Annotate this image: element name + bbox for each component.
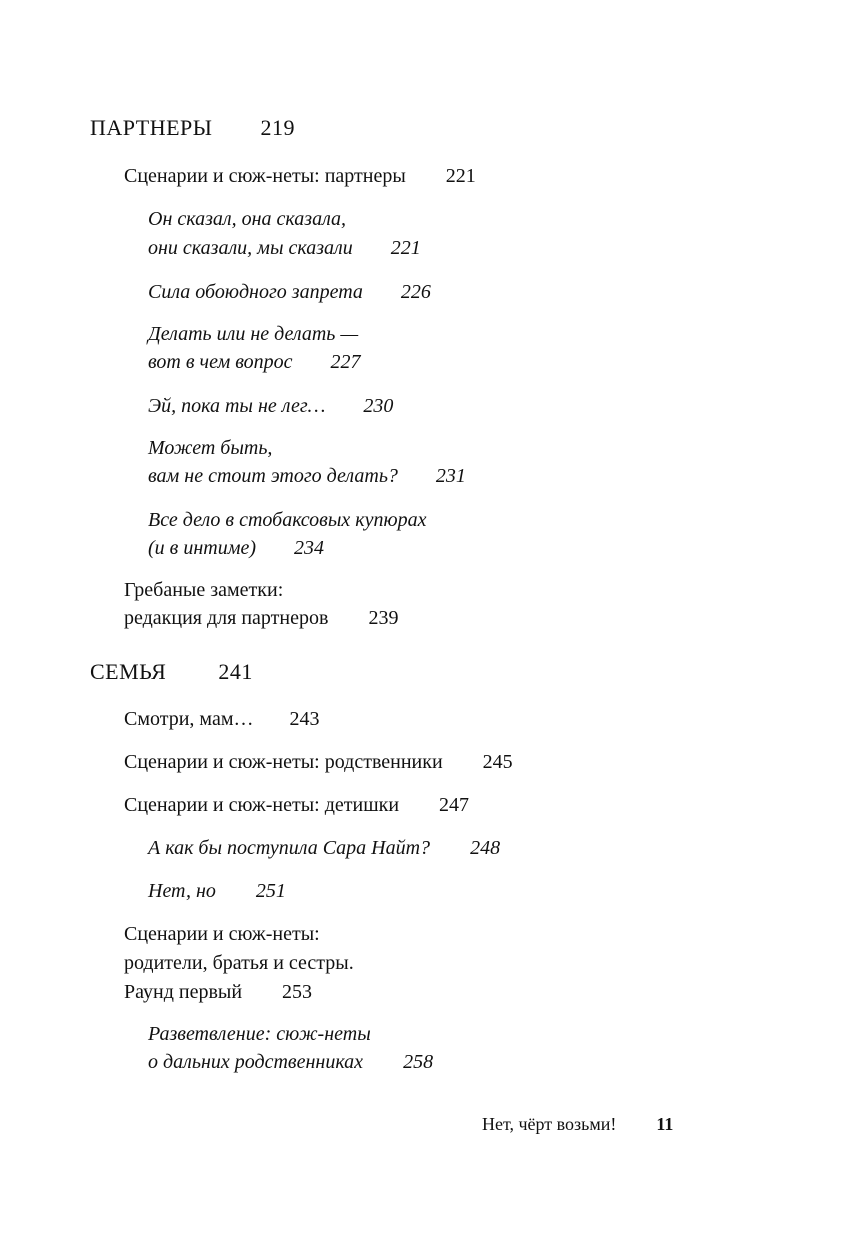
running-footer [482, 1112, 673, 1136]
toc-page-number: 227 [330, 351, 361, 373]
toc-entry-scenarios-kids [124, 791, 469, 819]
toc-subentry-mutual-ban [148, 278, 431, 306]
toc-entry-title: вот в чем вопрос [148, 351, 293, 373]
toc-entry-title: Раунд первый [124, 981, 243, 1003]
toc-entry-title: Разветвление: сюж-неты [148, 1023, 371, 1045]
toc-page-number: 239 [368, 607, 399, 629]
toc-subentry-maybe-line2 [148, 462, 466, 490]
toc-entry-title: Гребаные заметки: [124, 579, 284, 601]
toc-page-number: 234 [294, 537, 325, 559]
toc-entry-title: Смотри, мам… [124, 708, 254, 730]
toc-section-family [90, 658, 253, 686]
toc-subentry-no-but [148, 877, 286, 905]
toc-entry-title: Делать или не делать — [148, 323, 359, 345]
toc-page-number: 226 [400, 281, 431, 303]
toc-entry-title: Может быть, [148, 437, 273, 459]
toc-entry-parents-line3 [124, 978, 312, 1006]
toc-entry-title: (и в интиме) [148, 537, 257, 559]
toc-entry-title: Сила обоюдного запрета [148, 281, 363, 303]
toc-page-number: 258 [403, 1051, 434, 1073]
toc-entry-title: А как бы поступила Сара Найт? [148, 837, 431, 859]
toc-subentry-hey-before [148, 392, 393, 420]
toc-entry-title: Сценарии и сюж-неты: [124, 923, 320, 945]
toc-page-number: 243 [289, 708, 320, 730]
toc-entry-scenarios-partners [124, 162, 476, 190]
toc-page-number: 247 [439, 794, 470, 816]
folio-page-number: 11 [656, 1114, 674, 1134]
toc-subentry-sarah-knight [148, 834, 500, 862]
toc-page-number: 231 [435, 465, 466, 487]
toc-page-number: 219 [260, 115, 295, 140]
toc-entry-look-mom [124, 705, 319, 733]
toc-subentry-he-said-line2 [148, 234, 421, 262]
toc-page-number: 241 [218, 659, 253, 684]
toc-subentry-to-do-line2 [148, 348, 361, 376]
toc-entry-parents-line1 [124, 920, 320, 948]
toc-subentry-branch-line1 [148, 1020, 371, 1048]
toc-section-title: ПАРТНЕРЫ [90, 115, 213, 140]
toc-subentry-bills-line1 [148, 506, 427, 534]
toc-section-title: СЕМЬЯ [90, 659, 167, 684]
toc-subentry-to-do-line1 [148, 320, 358, 348]
toc-entry-title: Сценарии и сюж-неты: детишки [124, 794, 400, 816]
toc-page-number: 230 [363, 395, 394, 417]
toc-page-number: 245 [482, 751, 513, 773]
toc-entry-title: они сказали, мы сказали [148, 237, 353, 259]
toc-entry-title: Сценарии и сюж-неты: партнеры [124, 165, 406, 187]
toc-page-number: 248 [470, 837, 501, 859]
toc-page-number: 221 [445, 165, 476, 187]
toc-entry-title: Нет, но [148, 880, 216, 902]
toc-entry-title: родители, братья и сестры. [124, 952, 354, 974]
toc-subentry-bills-line2 [148, 534, 324, 562]
toc-subentry-maybe-line1 [148, 434, 272, 462]
toc-entry-parents-line2 [124, 949, 354, 977]
toc-entry-title: Сценарии и сюж-неты: родственники [124, 751, 443, 773]
toc-subentry-he-said-line1 [148, 205, 346, 233]
toc-entry-notes-line1 [124, 576, 283, 604]
toc-entry-title: о дальних родственниках [148, 1051, 364, 1073]
toc-entry-scenarios-relatives [124, 748, 513, 776]
toc-entry-title: Эй, пока ты не лег… [148, 395, 326, 417]
toc-entry-notes-line2 [124, 604, 398, 632]
toc-subentry-branch-line2 [148, 1048, 433, 1076]
toc-section-partners [90, 114, 295, 142]
toc-entry-title: Все дело в стобаксовых купюрах [148, 509, 427, 531]
toc-entry-title: вам не стоит этого делать? [148, 465, 398, 487]
toc-entry-title: Он сказал, она сказала, [148, 208, 347, 230]
book-title: Нет, чёрт возьми! [482, 1114, 617, 1134]
toc-page-number: 251 [255, 880, 286, 902]
toc-page-number: 253 [282, 981, 313, 1003]
toc-entry-title: редакция для партнеров [124, 607, 329, 629]
toc-page-number: 221 [390, 237, 421, 259]
